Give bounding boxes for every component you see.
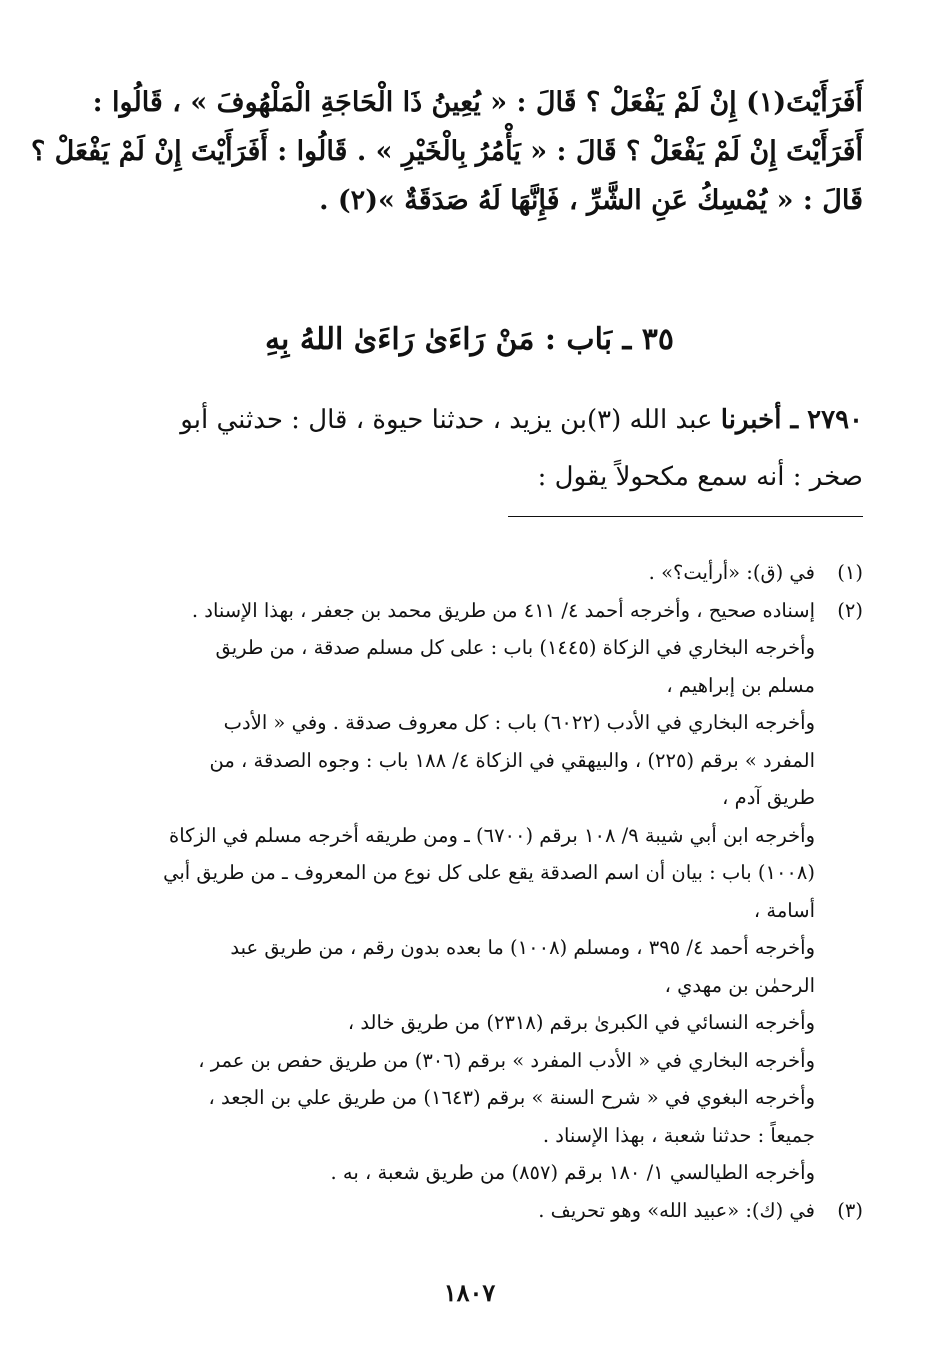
footnote-line: إسناده صحيح ، وأخرجه أحمد ٤/ ٤١١ من طريق محمد بن جعفر ، بهذا الإسناد .: [191, 598, 815, 622]
footnote-number: (١): [837, 561, 863, 584]
footnote-number: (٢): [837, 598, 863, 622]
footnote-line: المفرد » برقم (٢٢٥) ، والبيهقي في الزكاة ٤/ ١٨٨ باب : وجوه الصدقة ، من: [209, 748, 815, 772]
footnote-line: طريق آدم ،: [722, 786, 815, 809]
footnote-line: وأخرجه أحمد ٤/ ٣٩٥ ، ومسلم (١٠٠٨) ما بعده بدون رقم ، من طريق عبد: [230, 936, 815, 959]
footnote-number: (٣): [837, 1198, 863, 1222]
chapter-heading: ٣٥ ـ بَاب : مَنْ رَاءَىٰ رَاءَىٰ اللهُ بِهِ: [264, 322, 675, 357]
footnote-line: جميعاً : حدثنا شعبة ، بهذا الإسناد .: [542, 1123, 815, 1147]
footnote-separator: [508, 516, 863, 517]
footnote-line: وأخرجه البخاري في الزكاة (١٤٤٥) باب : على كل مسلم صدقة ، من طريق: [215, 636, 815, 659]
footnote-3: [73, 1192, 863, 1230]
footnote-1: [73, 554, 863, 592]
footnote-line: وأخرجه البغوي في « شرح السنة » برقم (١٦٤٣) من طريق علي بن الجعد ،: [208, 1086, 815, 1109]
footnote-line: وأخرجه النسائي في الكبرىٰ برقم (٢٣١٨) من طريق خالد ،: [347, 1011, 815, 1034]
hadith-chain: عبد الله (٣)بن يزيد ، حدثنا حيوة ، قال : حدثني أبو: [180, 405, 713, 435]
footnote-line: وأخرجه ابن أبي شيبة ٩/ ١٠٨ برقم (٦٧٠٠) ـ ومن طريقه أخرجه مسلم في الزكاة: [169, 823, 815, 847]
hadith-line: [73, 392, 863, 449]
footnote-line: وأخرجه البخاري في الأدب (٦٠٢٢) باب : كل معروف صدقة . وفي « الأدب: [223, 711, 815, 734]
main-text-line: قَالَ : « يُمْسِكُ عَنِ الشَّرِّ ، فَإِنَّهَا لَهُ صَدَقَةٌ »(٢) .: [319, 185, 863, 216]
hadith-text-continuation: [30, 78, 863, 225]
footnote-text: في (ك): «عبيد الله» وهو تحريف .: [538, 1198, 815, 1222]
footnote-line: أسامة ،: [753, 898, 815, 922]
hadith-line: صخر : أنه سمع مكحولاً يقول :: [537, 462, 863, 492]
footnote-line: وأخرجه البخاري في « الأدب المفرد » برقم (٣٠٦) من طريق حفص بن عمر ،: [198, 1048, 815, 1072]
footnote-line: (١٠٠٨) باب : بيان أن اسم الصدقة يقع على كل نوع من المعروف ـ من طريق أبي: [163, 861, 815, 884]
footnote-line: الرحمٰن بن مهدي ،: [664, 973, 815, 997]
footnote-line: مسلم بن إبراهيم ،: [666, 673, 815, 697]
hadith-entry: [73, 392, 863, 506]
footnote-2: [73, 592, 863, 1192]
footnote-text: في (ق): «أرأيت؟» .: [648, 561, 815, 584]
footnotes: [73, 554, 863, 1229]
main-text-line: أَفَرَأَيْتَ(١) إِنْ لَمْ يَفْعَلْ ؟ قَالَ : « يُعِينُ ذَا الْحَاجَةِ الْمَلْهُوفَ » ، قَالُوا :: [92, 87, 863, 118]
hadith-number: ٢٧٩٠ ـ أخبرنا: [720, 405, 863, 435]
footnote-line: وأخرجه الطيالسي ١/ ١٨٠ برقم (٨٥٧) من طريق شعبة ، به .: [330, 1161, 815, 1184]
page-number: ١٨٠٧: [443, 1278, 496, 1307]
main-text-line: أَفَرَأَيْتَ إِنْ لَمْ يَفْعَلْ ؟ قَالَ : « يَأْمُرُ بِالْخَيْرِ » . قَالُوا : أَفَرَأَيْتَ إِنْ لَمْ يَفْعَلْ ؟: [30, 136, 863, 167]
